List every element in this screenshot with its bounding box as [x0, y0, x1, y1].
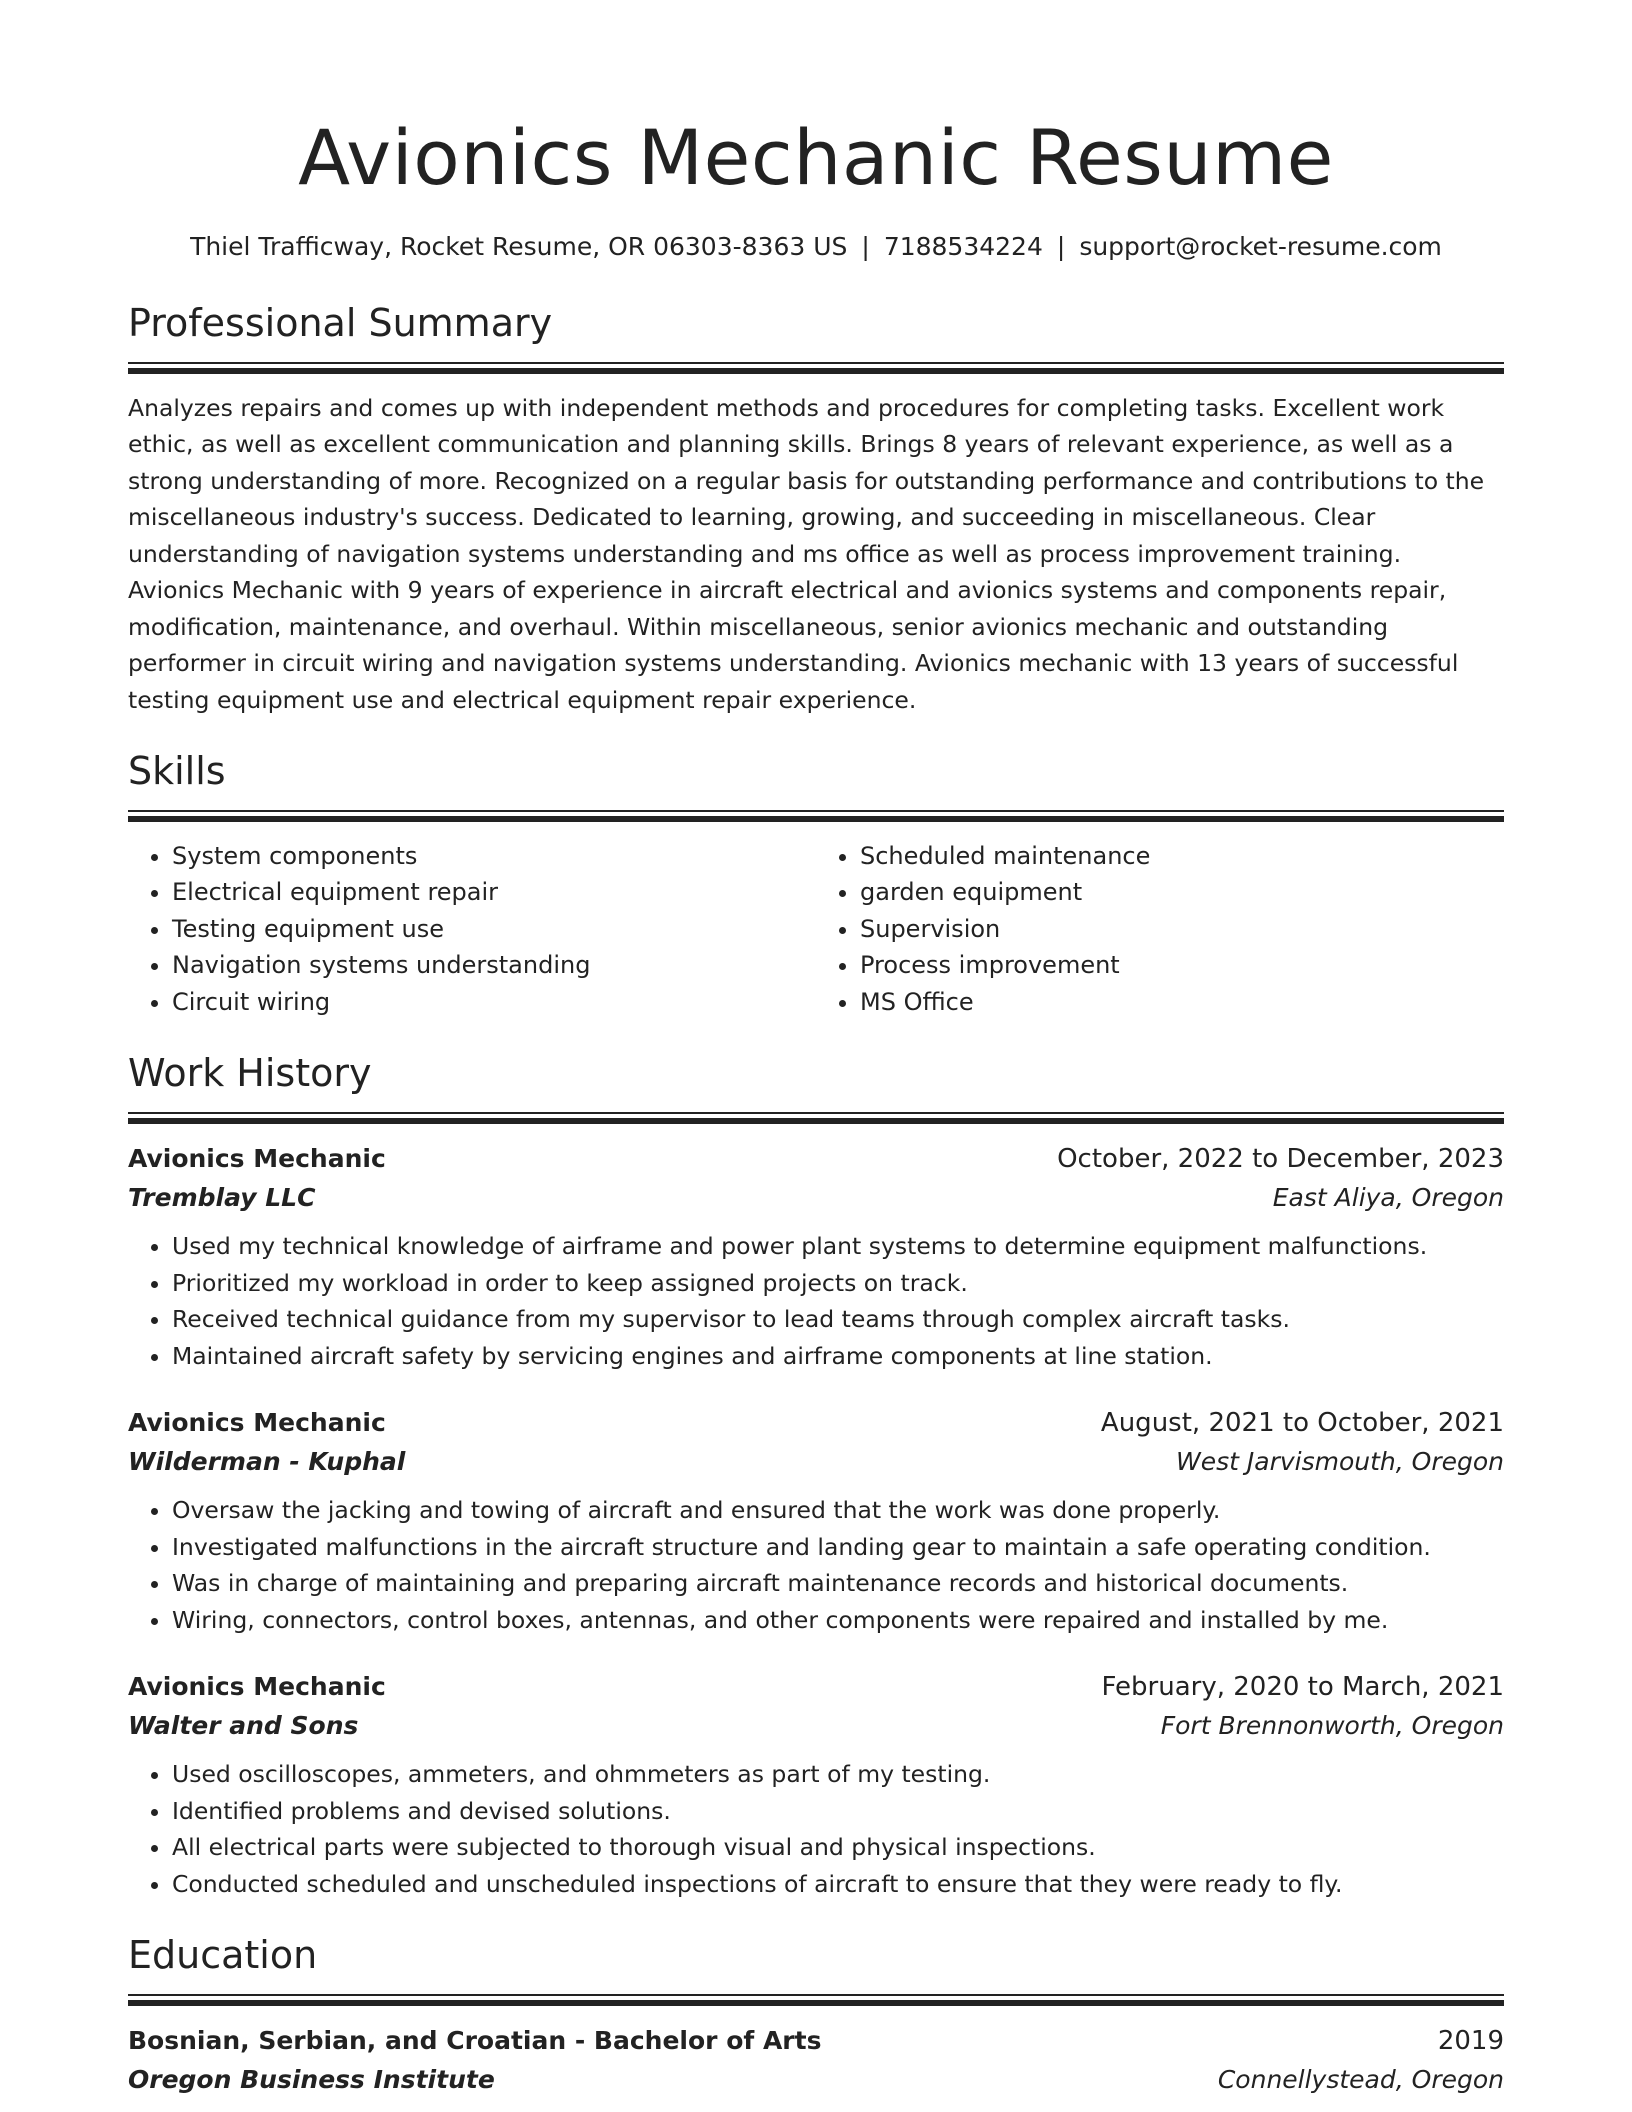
contact-email: support@rocket-resume.com: [1079, 232, 1442, 261]
job-bullets: [128, 1228, 1504, 1374]
summary-text: Analyzes repairs and comes up with independent methods and procedures for completing tasks. Excellent work ethic, as well as excellent communication and planning skills. Brings 8 years of relevant experience, as well as a strong understanding of more. Recognized on a regular basis for outstanding performance and contributions to the miscellaneous industry's success. Dedicated to learning, growing, and succeeding in miscellaneous. Clear understanding of navigation systems understanding and ms office as well as process improvement training. Avionics Mechanic with 9 years of experience in aircraft electrical and avionics systems and components repair, modification, maintenance, and overhaul. Within miscellaneous, senior avionics mechanic and outstanding performer in circuit wiring and navigation systems understanding. Avionics mechanic with 13 years of successful testing equipment use and electrical equipment repair experience.: [128, 393, 1485, 714]
education-location: Connellystead, Oregon: [1217, 2064, 1504, 2094]
skill-item: • garden equipment: [860, 874, 1504, 911]
job-entry: [128, 1404, 1504, 1638]
skills-column-left: [128, 838, 816, 1021]
job-bullet: • Wiring, connectors, control boxes, antennas, and other components were repaired and installed by me.: [172, 1602, 1504, 1639]
skills-heading: Skills: [128, 749, 226, 794]
education-degree: Bosnian, Serbian, and Croatian - Bachelor of Arts: [128, 2025, 822, 2055]
skill-item: • Navigation systems understanding: [172, 947, 816, 984]
summary-section: [128, 302, 1504, 718]
job-bullet: • Investigated malfunctions in the aircraft structure and landing gear to maintain a safe operating condition.: [172, 1529, 1504, 1566]
skills-list: [128, 838, 1504, 1021]
work-history-heading: Work History: [128, 1051, 372, 1096]
section-divider: [128, 810, 1504, 822]
education-school: Oregon Business Institute: [128, 2064, 495, 2094]
job-bullet: • Prioritized my workload in order to keep assigned projects on track.: [172, 1265, 1504, 1302]
section-divider: [128, 1994, 1504, 2006]
skill-item: • Testing equipment use: [172, 911, 816, 948]
education-heading: Education: [128, 1933, 318, 1978]
education-section: [128, 1934, 1504, 2100]
contact-address: Thiel Trafficway, Rocket Resume, OR 06303-8363 US: [190, 232, 848, 261]
job-location: Fort Brennonworth, Oregon: [1160, 1711, 1504, 1741]
contact-separator: |: [1056, 232, 1066, 261]
job-title: Avionics Mechanic: [128, 1144, 386, 1174]
skill-item: • Supervision: [860, 911, 1504, 948]
job-bullets: [128, 1756, 1504, 1902]
skill-item: • MS Office: [860, 984, 1504, 1021]
skills-section: [128, 750, 1504, 1020]
job-bullet: • Used oscilloscopes, ammeters, and ohmmeters as part of my testing.: [172, 1756, 1504, 1793]
skills-column-right: [816, 838, 1504, 1021]
job-dates: October, 2022 to December, 2023: [1057, 1144, 1504, 1175]
skill-item: • System components: [172, 838, 816, 875]
page-title: Avionics Mechanic Resume: [298, 113, 1334, 202]
job-dates: August, 2021 to October, 2021: [1100, 1408, 1504, 1439]
job-dates: February, 2020 to March, 2021: [1101, 1672, 1504, 1703]
job-bullet: • Oversaw the jacking and towing of aircraft and ensured that the work was done properly.: [172, 1492, 1504, 1529]
job-bullet: • Identified problems and devised solutions.: [172, 1793, 1504, 1830]
job-company: Wilderman - Kuphal: [128, 1447, 406, 1477]
contact-phone: 7188534224: [883, 232, 1043, 261]
contact-line: [128, 232, 1504, 262]
contact-separator: |: [861, 232, 870, 261]
section-divider: [128, 362, 1504, 374]
summary-heading: Professional Summary: [128, 301, 553, 345]
section-divider: [128, 1112, 1504, 1124]
work-history-section: [128, 1052, 1504, 1902]
job-bullet: • Received technical guidance from my supervisor to lead teams through complex aircraft tasks.: [172, 1301, 1504, 1338]
job-title: Avionics Mechanic: [128, 1672, 386, 1702]
job-bullet: • Used my technical knowledge of airframe and power plant systems to determine equipment malfunctions.: [172, 1228, 1504, 1265]
job-entry: [128, 1668, 1504, 1902]
job-title: Avionics Mechanic: [128, 1408, 386, 1438]
job-bullet: • All electrical parts were subjected to thorough visual and physical inspections.: [172, 1829, 1504, 1866]
job-entry: [128, 1140, 1504, 1374]
skill-item: • Circuit wiring: [172, 984, 816, 1021]
skill-item: • Scheduled maintenance: [860, 838, 1504, 875]
job-company: Walter and Sons: [128, 1711, 359, 1741]
job-bullet: • Maintained aircraft safety by servicing engines and airframe components at line station.: [172, 1338, 1504, 1375]
education-entry: [128, 2022, 1504, 2100]
job-bullet: • Conducted scheduled and unscheduled inspections of aircraft to ensure that they were ready to fly.: [172, 1866, 1504, 1903]
skill-item: • Electrical equipment repair: [172, 874, 816, 911]
job-location: East Aliya, Oregon: [1272, 1183, 1504, 1213]
job-location: West Jarvismouth, Oregon: [1176, 1447, 1504, 1477]
education-year: 2019: [1437, 2025, 1504, 2056]
job-company: Tremblay LLC: [128, 1183, 316, 1213]
skill-item: • Process improvement: [860, 947, 1504, 984]
job-bullet: • Was in charge of maintaining and preparing aircraft maintenance records and historical documents.: [172, 1565, 1504, 1602]
job-bullets: [128, 1492, 1504, 1638]
